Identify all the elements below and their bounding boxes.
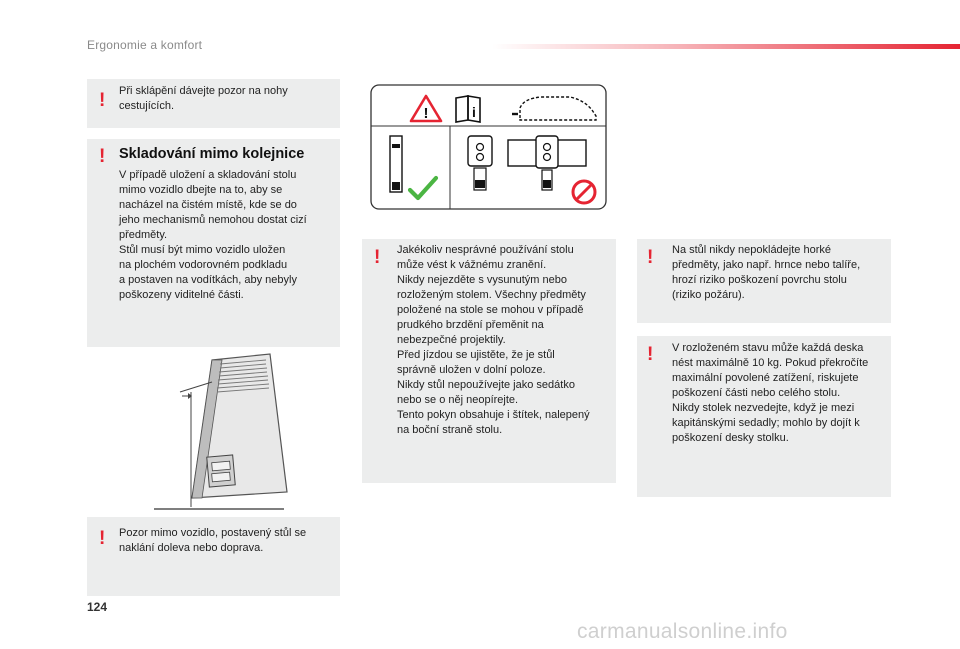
- table-label-diagram: [370, 84, 607, 210]
- warning-exclamation-icon: !: [647, 247, 654, 268]
- header-accent-bar: [492, 44, 960, 49]
- warning-text: V rozloženém stavu může každá deska nést maximálně 10 kg. Pokud překročíte maximální povolené zatížení, riskujete poškození části nebo celého stolu. Nikdy stolek nezvedejte, když je mezi kapitánskými sedadly; mohlo by dojít k poškození desky stolku.: [672, 342, 869, 444]
- page-number: 124: [87, 600, 108, 614]
- warning-exclamation-icon: !: [99, 90, 106, 111]
- stored-table-icon: [390, 136, 402, 192]
- warning-text: Při sklápění dávejte pozor na nohy cestujících.: [119, 85, 288, 112]
- warning-exclamation-icon: !: [374, 247, 381, 268]
- watermark-text: carmanualsonline.info: [577, 620, 788, 643]
- warning-box-storage: [87, 139, 340, 347]
- warning-exclamation-icon: !: [99, 146, 106, 167]
- warning-box-tilt: [87, 517, 340, 596]
- warning-text: Na stůl nikdy nepokládejte horké předměty, jako např. hrnce nebo talíře, hrozí riziko poškození povrchu stolu (riziko požáru).: [672, 244, 861, 301]
- manual-info-glyph: i: [472, 104, 476, 120]
- warning-box-max-load: [637, 336, 891, 497]
- warning-text: Pozor mimo vozidlo, postavený stůl se naklání doleva nebo doprava.: [119, 527, 307, 554]
- warning-box-hot-objects: [637, 239, 891, 323]
- warning-triangle-glyph: !: [423, 105, 429, 122]
- warning-box-misuse: [362, 239, 616, 483]
- table-tilt-illustration: [152, 352, 292, 512]
- warning-exclamation-icon: !: [99, 528, 106, 549]
- warning-box-feet: [87, 79, 340, 128]
- warning-exclamation-icon: !: [647, 344, 654, 365]
- section-header-title: Ergonomie a komfort: [87, 38, 203, 52]
- warning-text: Jakékoliv nesprávné používání stolu může vést k vážnému zranění. Nikdy nejezděte s vysunutým nebo rozloženým stolem. Všechny předměty položené na stole se mohou v případě prudkého brzdění přeměnit na nebezpečné projektily. Před jízdou se ujistěte, že je stůl správně uložen v dolní poloze. Nikdy stůl nepoužívejte jako sedátko nebo se o něj neopírejte. Tento pokyn obsahuje i štítek, nalepený na boční straně stolu.: [397, 244, 590, 436]
- section-title: Skladování mimo kolejnice: [119, 146, 305, 162]
- warning-text: V případě uložení a skladování stolu mimo vozidlo dbejte na to, aby se nacházel na čistém místě, kde se do jeho mechanismů nemohou dostat cizí předměty. Stůl musí být mimo vozidlo uložen na plochém vodorovném podkladu a postaven na vodítkách, aby nebyly poškozeny viditelné části.: [119, 169, 307, 301]
